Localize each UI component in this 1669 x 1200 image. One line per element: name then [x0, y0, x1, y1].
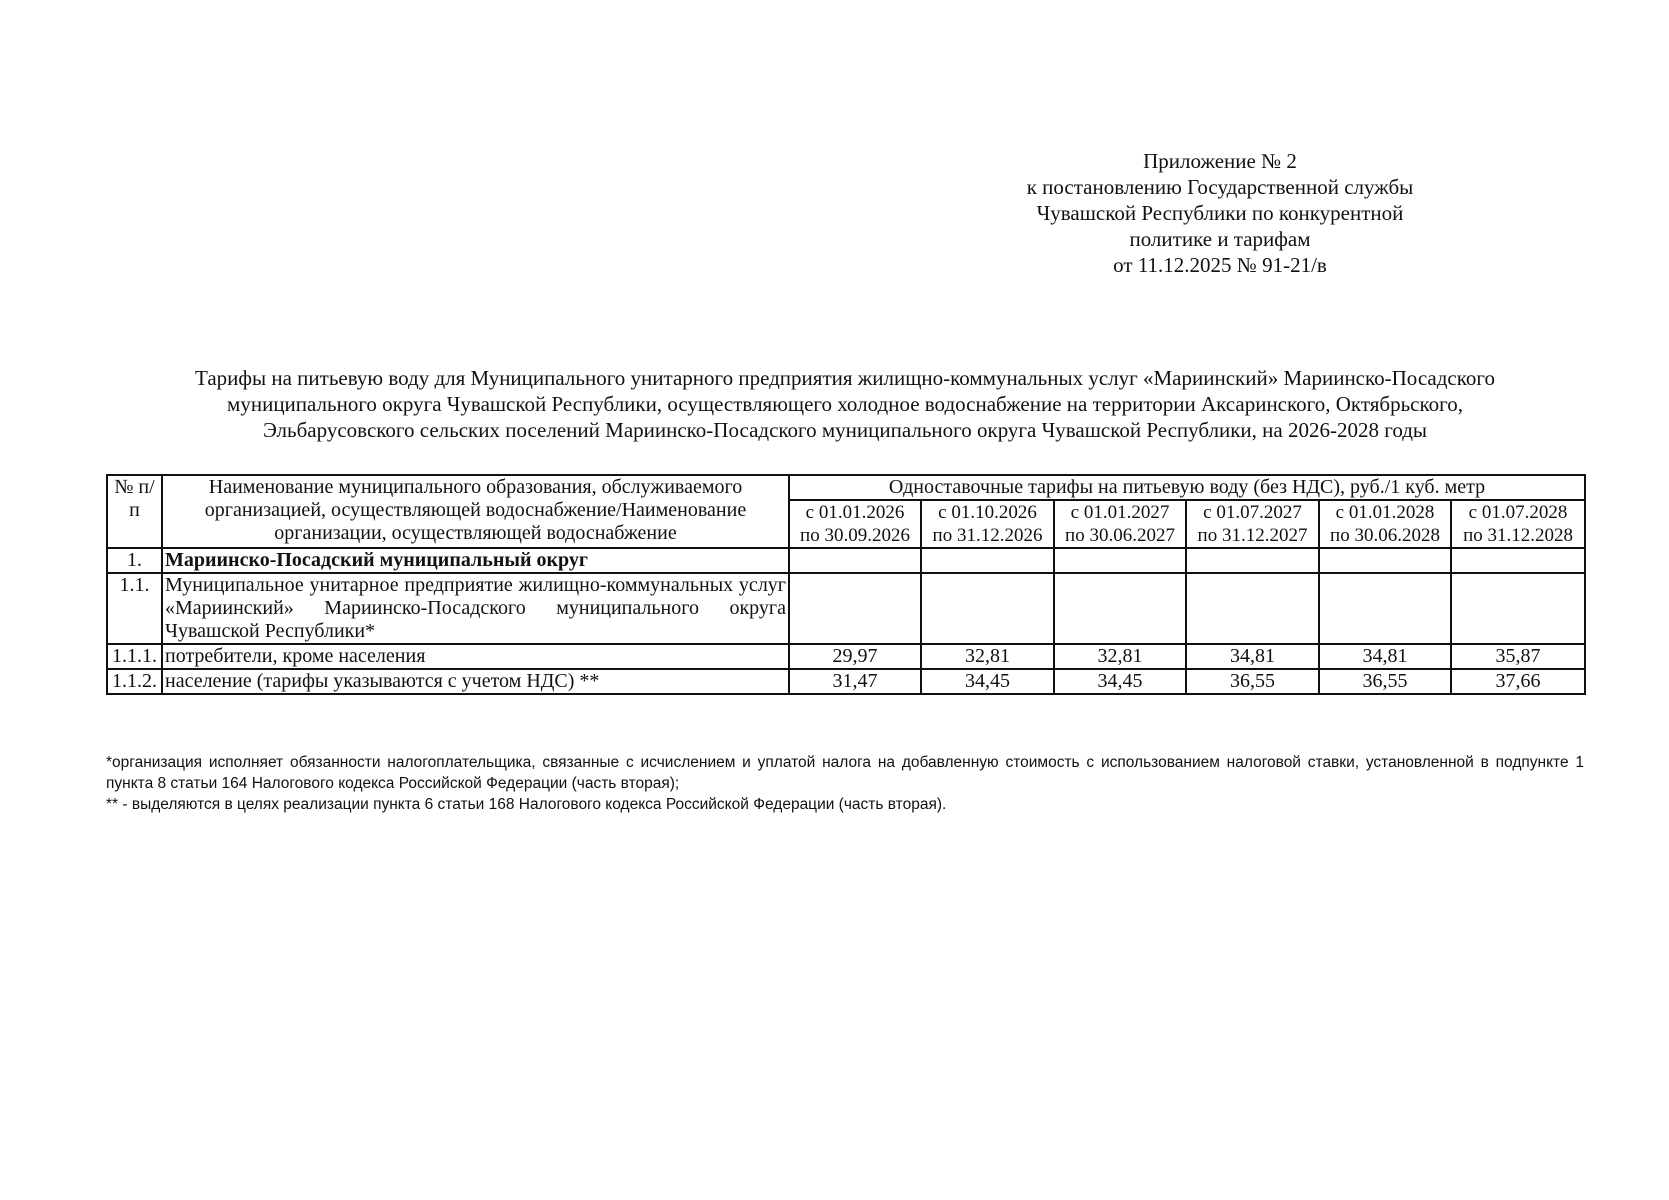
- tariff-table: [106, 474, 1586, 695]
- tariff-cell: 34,45: [921, 669, 1054, 694]
- tariff-cell: [1186, 573, 1319, 644]
- title-line: Эльбарусовского сельских поселений Мариинско-Посадского муниципального округа Чувашской Республики, на 2026-2028 годы: [262, 418, 1428, 442]
- header-period: с 01.07.2027 по 31.12.2027: [1186, 500, 1319, 548]
- document-title: [95, 365, 1595, 443]
- title-line: муниципального округа Чувашской Республики, осуществляющего холодное водоснабжение на территории Аксаринского, Октябрьского,: [227, 392, 1463, 416]
- row-number: 1.1.2.: [107, 669, 162, 694]
- header-period: с 01.07.2028 по 31.12.2028: [1451, 500, 1585, 548]
- appendix-line: к постановлению Государственной службы: [1026, 175, 1414, 199]
- tariff-cell: [789, 548, 921, 573]
- appendix-heading: [985, 148, 1455, 278]
- header-name: Наименование муниципального образования, обслуживаемого организацией, осуществляющей водоснабжение/Наименование организации, осуществляющей водоснабжение: [162, 475, 789, 548]
- table-row: [107, 573, 1585, 644]
- row-number: 1.: [107, 548, 162, 573]
- tariff-cell: [1319, 548, 1451, 573]
- tariff-cell: 32,81: [1054, 644, 1186, 669]
- tariff-cell: 35,87: [1451, 644, 1585, 669]
- header-period: с 01.10.2026 по 31.12.2026: [921, 500, 1054, 548]
- tariff-cell: 36,55: [1319, 669, 1451, 694]
- header-period: с 01.01.2026 по 30.09.2026: [789, 500, 921, 548]
- footnotes: [106, 752, 1584, 815]
- table-row: [107, 548, 1585, 573]
- appendix-line: от 11.12.2025 № 91-21/в: [1113, 253, 1327, 277]
- tariff-cell: [1054, 573, 1186, 644]
- row-name: потребители, кроме населения: [162, 644, 789, 669]
- tariff-cell: [921, 573, 1054, 644]
- tariff-cell: 32,81: [921, 644, 1054, 669]
- appendix-line: Приложение № 2: [1143, 149, 1297, 173]
- tariff-cell: [1319, 573, 1451, 644]
- appendix-line: Чувашской Республики по конкурентной: [1036, 201, 1404, 225]
- header-number: № п/п: [107, 475, 162, 548]
- table-header-row: [107, 475, 1585, 500]
- footnote: ** - выделяются в целях реализации пункта 6 статьи 168 Налогового кодекса Российской Федерации (часть вторая).: [106, 796, 947, 813]
- title-line: Тарифы на питьевую воду для Муниципального унитарного предприятия жилищно-коммунальных услуг «Мариинский» Мариинско-Посадского: [195, 366, 1495, 390]
- tariff-cell: [1054, 548, 1186, 573]
- tariff-cell: [921, 548, 1054, 573]
- table-row: [107, 669, 1585, 694]
- tariff-cell: 34,81: [1319, 644, 1451, 669]
- tariff-cell: 34,45: [1054, 669, 1186, 694]
- header-period: с 01.01.2027 по 30.06.2027: [1054, 500, 1186, 548]
- tariff-cell: 36,55: [1186, 669, 1319, 694]
- tariff-cell: [1186, 548, 1319, 573]
- tariff-cell: [1451, 548, 1585, 573]
- table-row: [107, 644, 1585, 669]
- row-number: 1.1.: [107, 573, 162, 644]
- tariff-cell: 34,81: [1186, 644, 1319, 669]
- header-tariff-group: Одноставочные тарифы на питьевую воду (без НДС), руб./1 куб. метр: [789, 475, 1585, 500]
- tariff-cell: 29,97: [789, 644, 921, 669]
- header-period: с 01.01.2028 по 30.06.2028: [1319, 500, 1451, 548]
- footnote: *организация исполняет обязанности налогоплательщика, связанные с исчислением и уплатой налога на добавленную стоимость с использованием налоговой ставки, установленной в подпункте 1 пункта 8 статьи 164 Налогового кодекса Российской Федерации (часть вторая);: [106, 754, 1584, 792]
- row-name: Муниципальное унитарное предприятие жилищно-коммунальных услуг «Мариинский» Мариинско-Посадского муниципального округа Чувашской Республики*: [162, 573, 789, 644]
- row-name: население (тарифы указываются с учетом НДС) **: [162, 669, 789, 694]
- row-name: Мариинско-Посадский муниципальный округ: [162, 548, 789, 573]
- tariff-cell: [1451, 573, 1585, 644]
- tariff-cell: 31,47: [789, 669, 921, 694]
- row-number: 1.1.1.: [107, 644, 162, 669]
- tariff-cell: [789, 573, 921, 644]
- tariff-cell: 37,66: [1451, 669, 1585, 694]
- appendix-line: политике и тарифам: [1129, 227, 1311, 251]
